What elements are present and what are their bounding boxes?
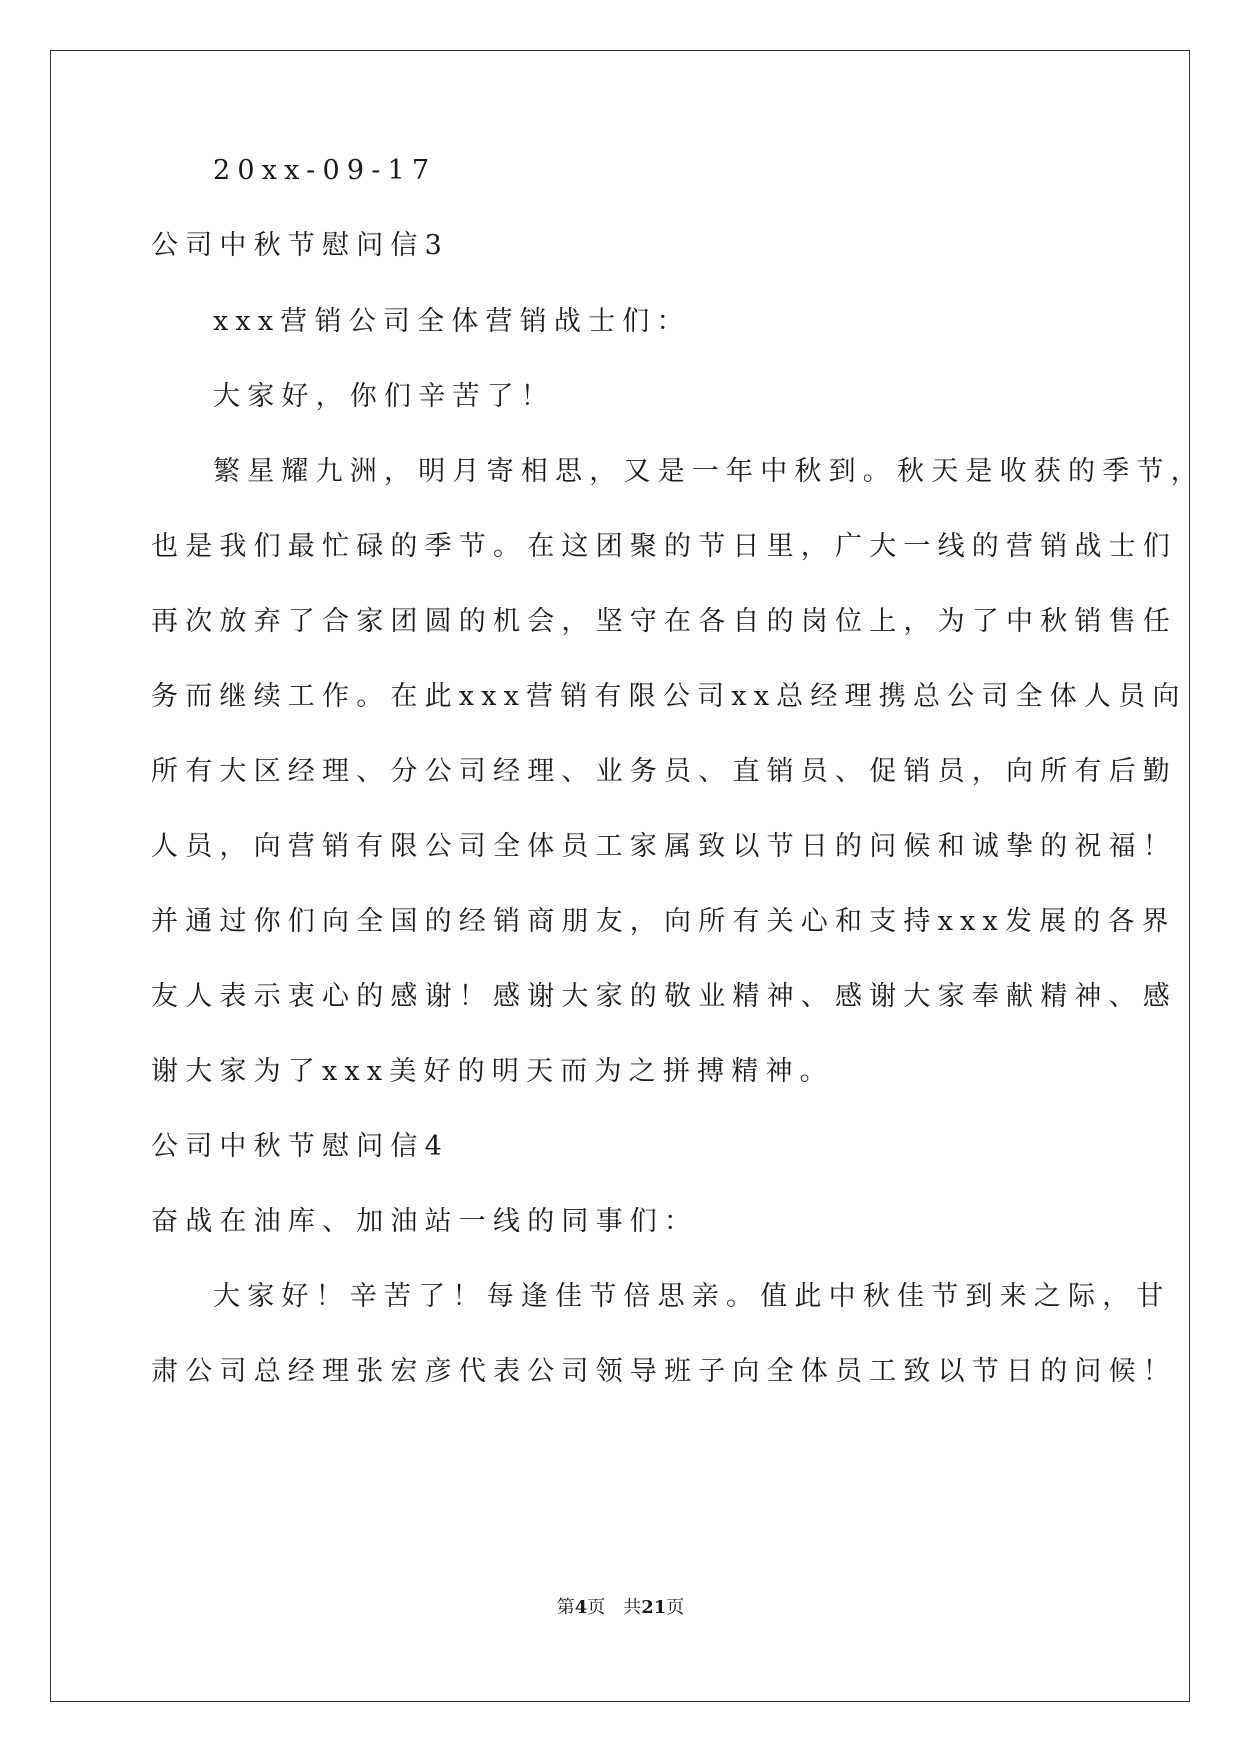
letter4-salutation: 奋战在油库、加油站一线的同事们： (151, 1206, 699, 1237)
letter3-salutation: xxx营销公司全体营销战士们： (213, 306, 691, 337)
page-border (50, 50, 1190, 1702)
letter3-paragraph-line: 谢大家为了xxx美好的明天而为之拼搏精神。 (151, 1056, 834, 1087)
letter4-paragraph-line: 大家好！辛苦了！每逢佳节倍思亲。值此中秋佳节到来之际，甘 (213, 1281, 1171, 1312)
letter-date: 20xx-09-17 (213, 155, 437, 186)
footer-mid: 页 共 (587, 1597, 642, 1618)
page-footer (0, 1596, 1241, 1620)
letter3-heading: 公司中秋节慰问信3 (151, 230, 449, 261)
footer-total-pages: 21 (641, 1597, 667, 1618)
letter3-paragraph-line: 友人表示衷心的感谢！感谢大家的敬业精神、感谢大家奉献精神、感 (151, 981, 1177, 1012)
letter3-paragraph-line: 务而继续工作。在此xxx营销有限公司xx总经理携总公司全体人员向 (151, 681, 1187, 712)
letter3-paragraph-line: 并通过你们向全国的经销商朋友，向所有关心和支持xxx发展的各界 (151, 906, 1176, 937)
letter4-paragraph-line: 肃公司总经理张宏彦代表公司领导班子向全体员工致以节日的问候！ (151, 1356, 1177, 1387)
letter3-paragraph-line: 繁星耀九洲，明月寄相思，又是一年中秋到。秋天是收获的季节， (213, 456, 1205, 487)
letter3-paragraph-line: 也是我们最忙碌的季节。在这团聚的节日里，广大一线的营销战士们 (151, 531, 1177, 562)
footer-prefix: 第 (556, 1597, 575, 1618)
letter3-paragraph-line: 所有大区经理、分公司经理、业务员、直销员、促销员，向所有后勤 (151, 756, 1177, 787)
footer-page-number: 4 (574, 1597, 588, 1618)
letter3-paragraph-line: 再次放弃了合家团圆的机会，坚守在各自的岗位上，为了中秋销售任 (151, 606, 1177, 637)
letter3-paragraph-line: 人员，向营销有限公司全体员工家属致以节日的问候和诚挚的祝福！ (151, 831, 1177, 862)
footer-suffix: 页 (666, 1597, 685, 1618)
letter3-greeting: 大家好，你们辛苦了！ (213, 381, 555, 412)
letter4-heading: 公司中秋节慰问信4 (151, 1131, 449, 1162)
